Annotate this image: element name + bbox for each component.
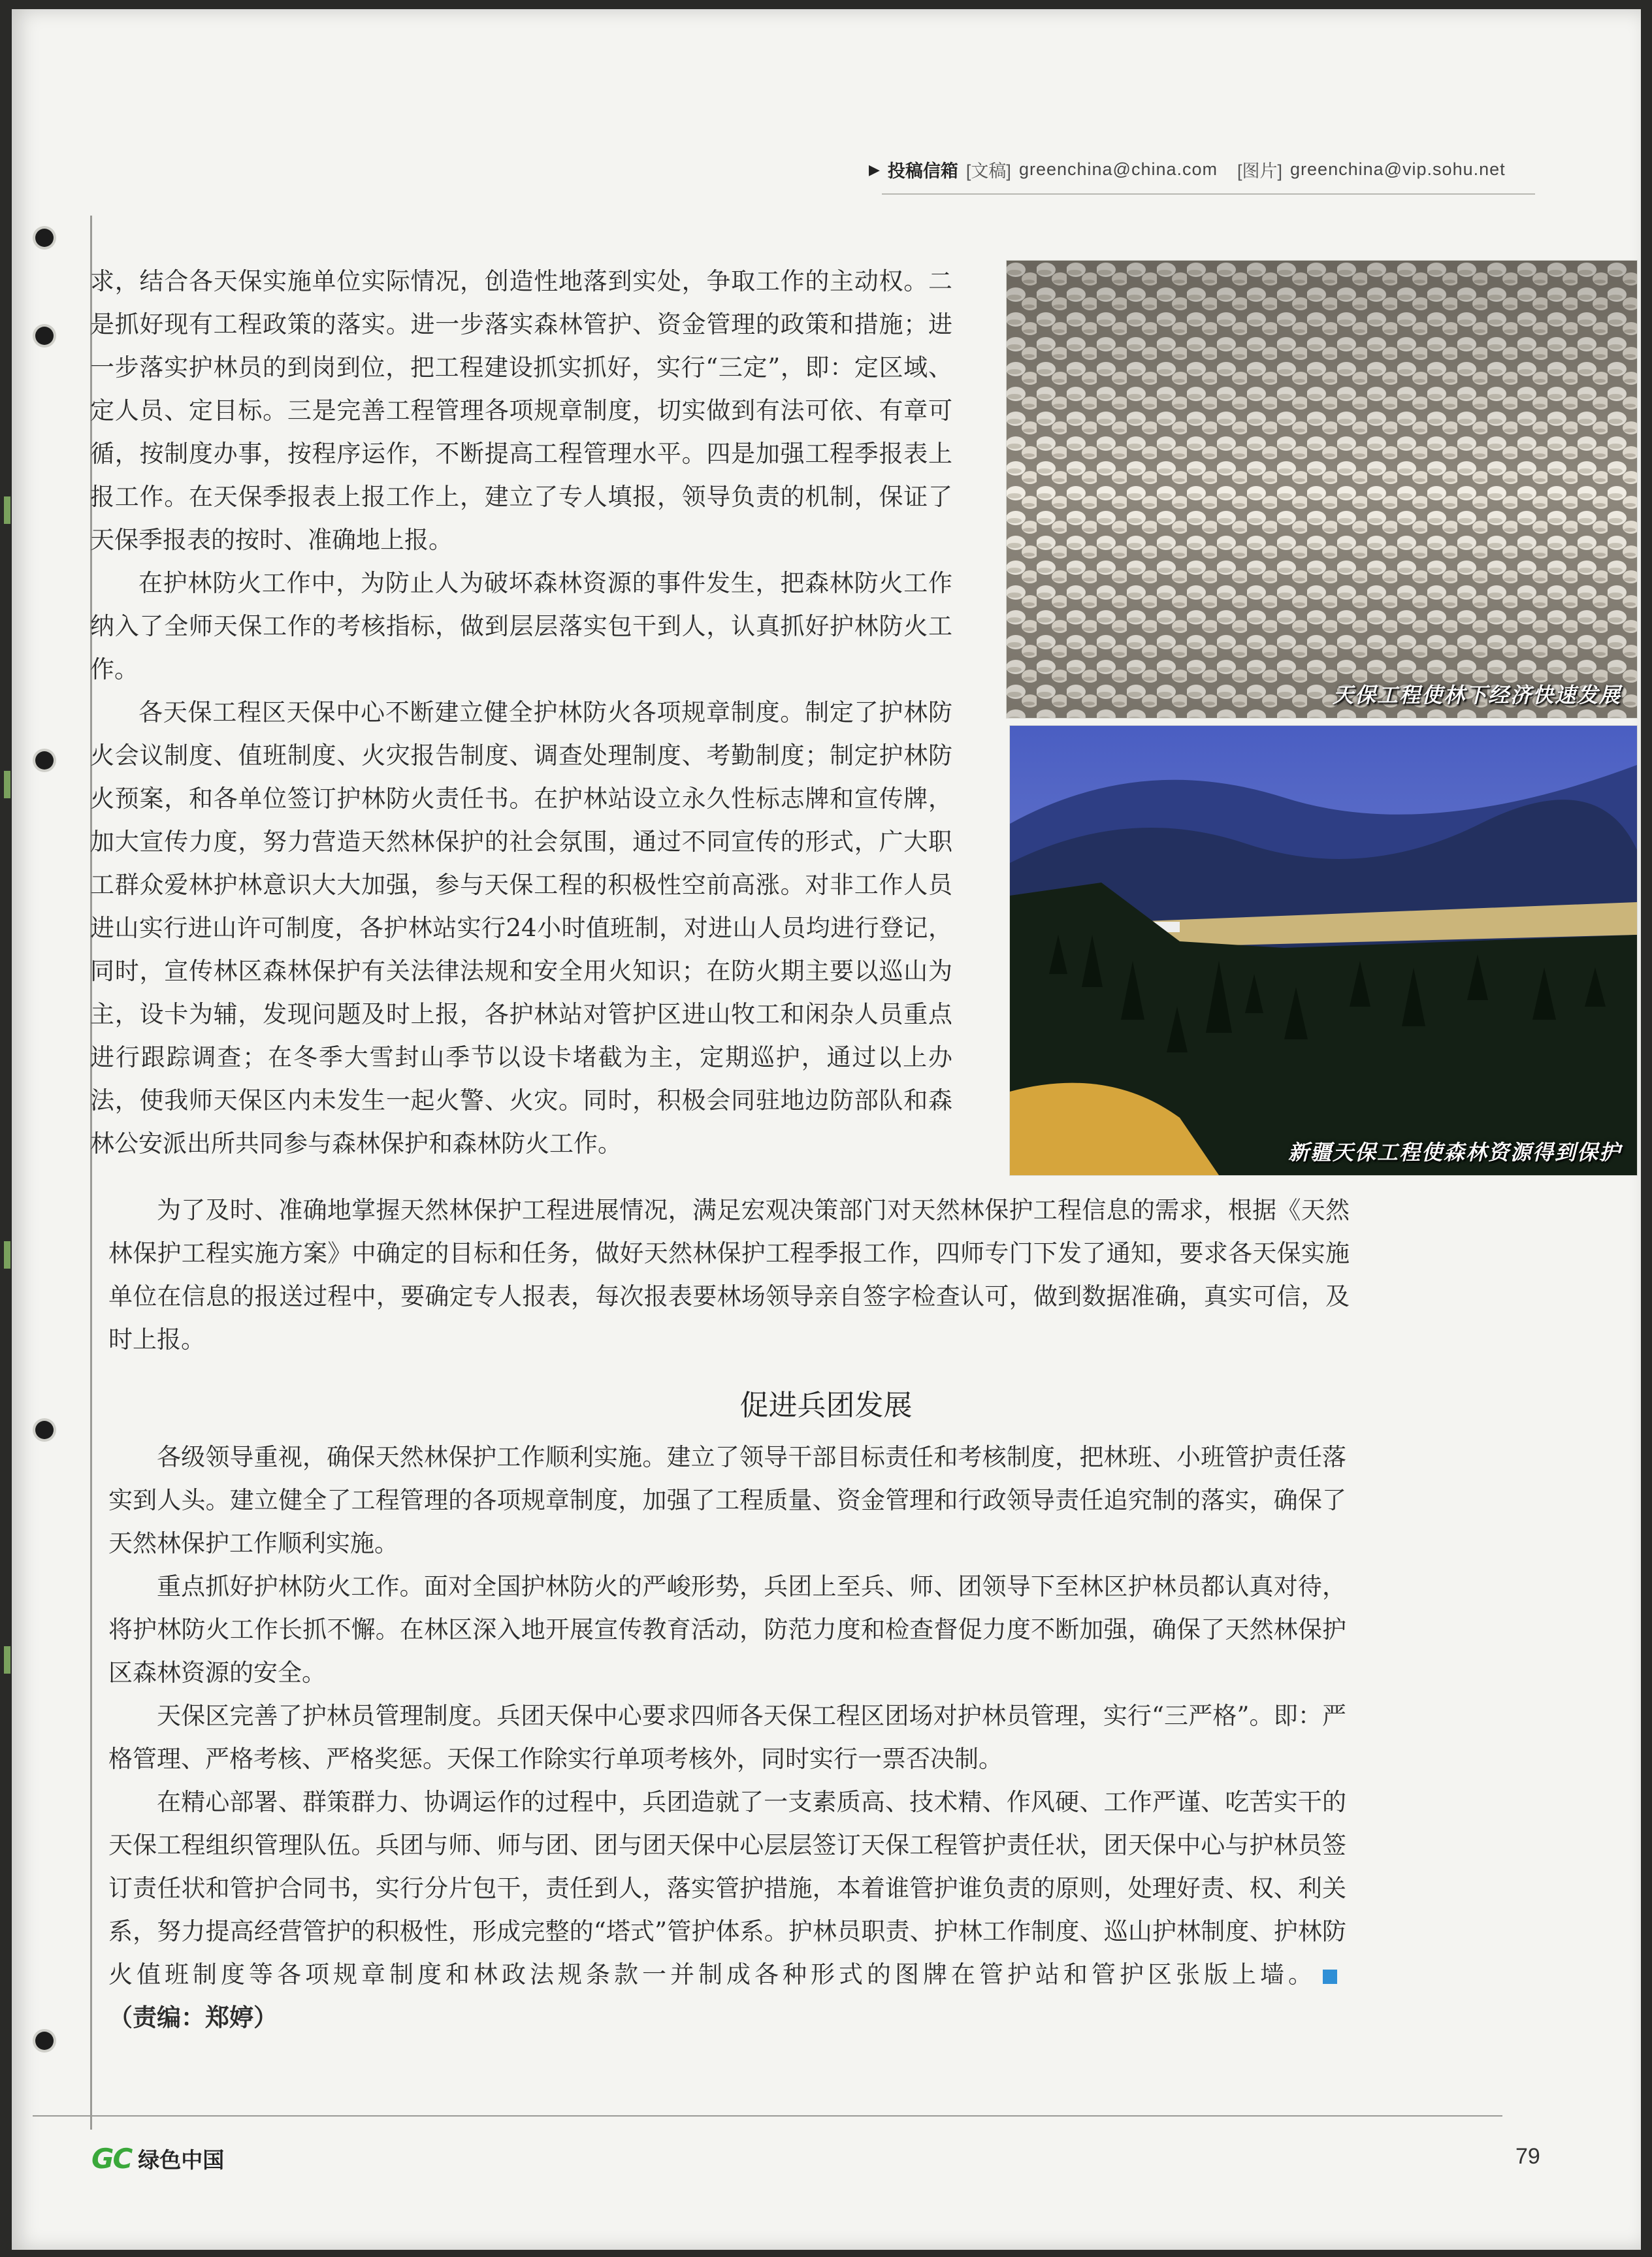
paragraph: 求，结合各天保实施单位实际情况，创造性地落到实处，争取工作的主动权。二是抓好现有工程政策的落实。进一步落实森林管护、资金管理的政策和措施；进一步落实护林员的到岗到位，把工程建设抓实抓好，实行“三定”，即：定区域、定人员、定目标。三是完善工程管理各项规章制度，切实做到有法可依、有章可循，按制度办事，按程序运作，不断提高工程管理水平。四是加强工程季报表上报工作。在天保季报表上报工作上，建立了专人填报，领导负责的机制，保证了天保季报表的按时、准确地上报。 xyxy=(90,267,952,554)
paragraph: 各级领导重视，确保天然林保护工作顺利实施。建立了领导干部目标责任和考核制度，把林班、小班管护责任落实到人头。建立健全了工程管理的各项规章制度，加强了工程质量、资金管理和行政领导责任追究制的落实，确保了天然林保护工作顺利实施。 xyxy=(108,1443,1346,1557)
paragraph: 为了及时、准确地掌握天然林保护工程进展情况，满足宏观决策部门对天然林保护工程信息的需求，根据《天然林保护工程实施方案》中确定的目标和任务，做好天然林保护工程季报工作，四师专门下发了通知，要求各天保实施单位在信息的报送过程中，要确定专人报表，每次报表要林场领导亲自签字检查认可，做到数据准确，真实可信，及时上报。 xyxy=(108,1196,1350,1354)
mushroom-field-image xyxy=(1007,261,1637,718)
photo-caption: 天保工程使林下经济快速发展 xyxy=(1332,683,1621,707)
paragraph-text: 在精心部署、群策群力、协调运作的过程中，兵团造就了一支素质高、技术精、作风硬、工作严谨、吃苦实干的天保工程组织管理队伍。兵团与师、师与团、团与团天保中心层层签订天保工程管护责任状，团天保中心与护林员签订责任状和管护合同书，实行分片包干，责任到人，落实管护措施，本着谁管护谁负责的原则，处理好责、权、利关系，努力提高经营管护的积极性，形成完整的“塔式”管护体系。护林员职责、护林工作制度、巡山护林制度、护林防火值班制度等各项规章制度和林政法规条款一并制成各种形式的图牌在管护站和管护区张版上墙。 xyxy=(108,1788,1346,1989)
submission-header xyxy=(869,157,1535,182)
section-text xyxy=(108,1436,1346,2039)
binder-hole xyxy=(35,2032,54,2050)
footer-brand xyxy=(91,2143,224,2175)
wide-paragraph-block xyxy=(108,1189,1350,1361)
binding-tab xyxy=(4,1646,10,1674)
page-number: 79 xyxy=(1515,2144,1540,2169)
forest-landscape-image xyxy=(1010,726,1637,1175)
triangle-icon: ▶ xyxy=(869,161,880,178)
magazine-name: 绿色中国 xyxy=(138,2147,225,2173)
text-email: greenchina@china.com xyxy=(1018,159,1218,179)
binding-tab xyxy=(4,1241,10,1269)
footer-rule xyxy=(33,2115,1502,2117)
binder-hole xyxy=(35,327,54,345)
paragraph: 各天保工程区天保中心不断建立健全护林防火各项规章制度。制定了护林防火会议制度、值班制度、火灾报告制度、调查处理制度、考勤制度；制定护林防火预案，和各单位签订护林防火责任书。在护林站设立永久性标志牌和宣传牌，加大宣传力度，努力营造天然林保护的社会氛围，通过不同宣传的形式，广大职工群众爱林护林意识大大加强，参与天保工程的积极性空前高涨。对非工作人员进山实行进山许可制度，各护林站实行24小时值班制，对进山人员均进行登记，同时，宣传林区森林保护有关法律法规和安全用火知识；在防火期主要以巡山为主，设卡为辅，发现问题及时上报，各护林站对管护区进山牧工和闲杂人员重点进行跟踪调查；在冬季大雪封山季节以设卡堵截为主，定期巡护，通过以上办法，使我师天保区内未发生一起火警、火灾。同时，积极会同驻地边防部队和森林公安派出所共同参与森林保护和森林防火工作。 xyxy=(90,698,952,1158)
binder-hole xyxy=(35,1421,54,1439)
photo-forest xyxy=(1009,725,1638,1176)
binding-tab xyxy=(4,771,10,798)
section-title: 促进兵团发展 xyxy=(739,1389,913,1422)
text-tag: [文稿] xyxy=(965,161,1011,181)
paragraph: 重点抓好护林防火工作。面对全国护林防火的严峻形势，兵团上至兵、师、团领导下至林区护林员都认真对待，将护林防火工作长抓不懈。在林区深入地开展宣传教育活动，防范力度和检查督促力度不断加强，确保了天然林保护区森林资源的安全。 xyxy=(108,1572,1346,1687)
binding-tab xyxy=(4,496,10,524)
editor-note: （责编：郑婷） xyxy=(108,2004,278,2032)
photo-mushrooms xyxy=(1006,260,1638,719)
end-square-icon xyxy=(1323,1970,1337,1984)
binder-hole xyxy=(35,751,54,770)
paragraph xyxy=(108,1781,1346,2039)
paragraph: 在护林防火工作中，为防止人为破坏森林资源的事件发生，把森林防火工作纳入了全师天保工作的考核指标，做到层层落实包干到人，认真抓好护林防火工作。 xyxy=(90,569,952,683)
submission-label: 投稿信箱 xyxy=(887,161,958,181)
paragraph: 天保区完善了护林员管理制度。兵团天保中心要求四师各天保工程区团场对护林员管理，实行“三严格”。即：严格管理、严格考核、严格奖惩。天保工作除实行单项考核外，同时实行一票否决制。 xyxy=(108,1702,1346,1773)
binder-hole xyxy=(35,229,54,247)
image-email: greenchina@vip.sohu.net xyxy=(1290,159,1506,179)
header-rule xyxy=(882,193,1535,195)
photo-caption: 新疆天保工程使森林资源得到保护 xyxy=(1288,1140,1621,1165)
gc-logo-icon: GC xyxy=(91,2143,132,2175)
image-tag: [图片] xyxy=(1237,161,1283,181)
left-column-text xyxy=(90,260,952,1165)
